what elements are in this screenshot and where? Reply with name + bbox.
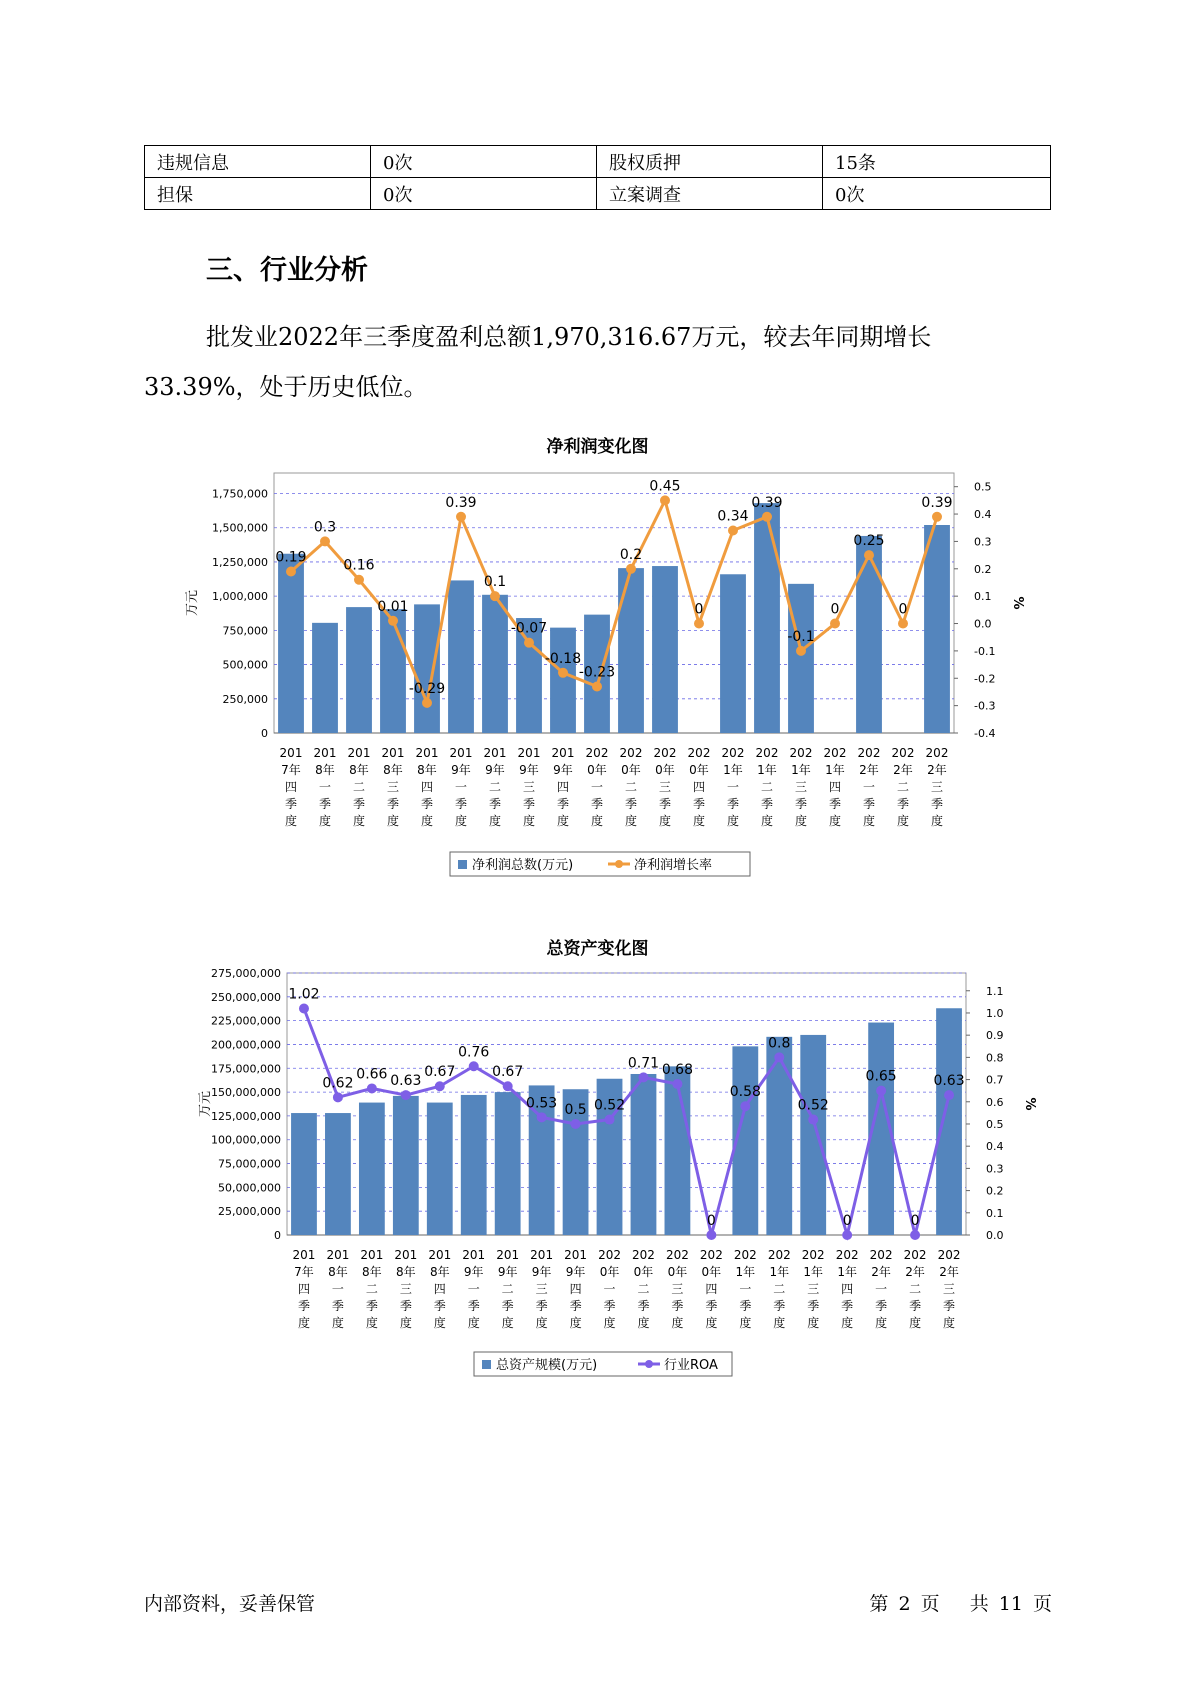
y2-tick-label: 0.9 xyxy=(986,1029,1004,1043)
data-label: 0.66 xyxy=(356,1066,388,1083)
bar xyxy=(631,1074,657,1235)
x-tick-label: 202 2年三季度 xyxy=(937,1248,961,1330)
line-point xyxy=(694,619,704,629)
y2-tick-label: 0.7 xyxy=(986,1073,1004,1087)
x-tick-label: 202 1年二季度 xyxy=(755,746,779,828)
line-point xyxy=(571,1119,581,1129)
bar xyxy=(448,580,474,733)
line-point xyxy=(469,1061,479,1071)
bar xyxy=(618,568,644,733)
x-tick-label: 202 0年三季度 xyxy=(665,1248,689,1330)
y2-tick-label: 0.2 xyxy=(986,1184,1004,1198)
y2-tick-label: 0.1 xyxy=(974,590,992,604)
data-label: 0 xyxy=(694,601,704,618)
y-axis-label: 万元 xyxy=(198,1090,213,1118)
y2-tick-label: 0.8 xyxy=(986,1051,1004,1065)
y2-tick-label: 0.5 xyxy=(986,1117,1004,1131)
line-point xyxy=(333,1092,343,1102)
total-num: 11 xyxy=(998,1593,1023,1615)
line-point xyxy=(299,1004,309,1014)
data-label: -0.07 xyxy=(510,620,548,637)
chart-title: 总资产变化图 xyxy=(546,939,649,959)
bar xyxy=(788,584,814,733)
legend-bar-swatch xyxy=(458,860,467,869)
y2-tick-label: -0.4 xyxy=(974,727,996,740)
data-label: 0 xyxy=(842,1213,852,1229)
chart-title: 净利润变化图 xyxy=(546,437,649,457)
y-tick-label: 200,000,000 xyxy=(211,1038,281,1052)
y-axis-label: 万元 xyxy=(185,589,200,617)
table-row xyxy=(145,178,1051,210)
line-point xyxy=(320,536,330,546)
data-label: 0.5 xyxy=(564,1101,587,1118)
table-cell: 立案调查 xyxy=(597,178,823,210)
x-tick-label: 201 7年四季度 xyxy=(292,1248,316,1330)
bar xyxy=(291,1113,317,1235)
net-profit-chart-svg xyxy=(144,428,1051,878)
x-tick-label: 201 8年二季度 xyxy=(347,746,371,828)
table-cell: 违规信息 xyxy=(145,146,371,178)
y-tick-label: 150,000,000 xyxy=(211,1086,281,1100)
y2-tick-label: 0.6 xyxy=(986,1095,1004,1109)
data-label: -0.23 xyxy=(578,664,616,681)
line-point xyxy=(728,525,738,535)
bar xyxy=(380,609,406,733)
data-label: 0.34 xyxy=(717,508,749,525)
bar xyxy=(495,1092,521,1235)
data-label: 0.63 xyxy=(933,1073,965,1090)
y2-tick-label: 1.0 xyxy=(986,1006,1004,1020)
legend-bar-label: 净利润总数(万元) xyxy=(472,858,574,873)
line-point xyxy=(774,1052,784,1062)
y-tick-label: 750,000 xyxy=(222,624,268,638)
table-cell: 担保 xyxy=(145,178,371,210)
y2-tick-label: 0.4 xyxy=(986,1140,1004,1154)
x-tick-label: 202 1年一季度 xyxy=(721,746,745,828)
data-label: 0.67 xyxy=(424,1064,456,1081)
analysis-paragraph: 批发业2022年三季度盈利总额1,970,316.67万元，较去年同期增长33.39%，处于历史低位。 xyxy=(144,323,932,401)
x-tick-label: 202 1年一季度 xyxy=(733,1248,757,1330)
x-tick-label: 202 0年四季度 xyxy=(699,1248,723,1330)
bar xyxy=(800,1035,826,1235)
data-label: 0.19 xyxy=(275,549,307,566)
data-label: 0.68 xyxy=(661,1062,694,1079)
bar xyxy=(325,1113,351,1235)
y-tick-label: 25,000,000 xyxy=(218,1205,281,1219)
line-point xyxy=(537,1112,547,1122)
bar xyxy=(393,1096,419,1235)
y2-tick-label: 0.3 xyxy=(974,535,992,549)
total-prefix: 共 xyxy=(969,1593,989,1615)
line-point xyxy=(524,638,534,648)
x-tick-label: 202 2年一季度 xyxy=(857,746,881,828)
y-tick-label: 50,000,000 xyxy=(218,1181,281,1195)
y-tick-label: 275,000,000 xyxy=(211,967,281,980)
x-tick-label: 201 8年一季度 xyxy=(326,1248,350,1330)
y-tick-label: 1,750,000 xyxy=(212,487,268,501)
line-point xyxy=(503,1081,513,1091)
y2-tick-label: 0.4 xyxy=(974,508,992,522)
legend-line-dot xyxy=(645,1360,653,1368)
table-cell: 0次 xyxy=(823,178,1051,210)
data-label: -0.1 xyxy=(787,628,815,645)
x-tick-label: 202 0年一季度 xyxy=(598,1248,621,1330)
line-point xyxy=(762,512,772,522)
y-tick-label: 75,000,000 xyxy=(218,1157,281,1171)
legend-line-dot xyxy=(615,860,623,868)
data-label: 0.39 xyxy=(921,494,953,511)
y-tick-label: 250,000 xyxy=(222,692,268,706)
line-point xyxy=(864,550,874,560)
plot-area xyxy=(287,973,966,1235)
x-tick-label: 201 8年二季度 xyxy=(360,1248,384,1330)
line-point xyxy=(740,1101,750,1111)
plot-area xyxy=(274,473,954,733)
y-tick-label: 0 xyxy=(261,727,268,740)
data-label: 0.01 xyxy=(377,598,409,615)
x-tick-label: 201 7年四季度 xyxy=(279,746,303,828)
y2-tick-label: 0.0 xyxy=(986,1229,1004,1242)
line-point xyxy=(286,567,296,577)
data-label: 0.53 xyxy=(526,1095,558,1112)
y2-tick-label: 0.5 xyxy=(974,480,992,494)
data-label: 0.52 xyxy=(593,1097,626,1114)
line-point xyxy=(422,698,432,708)
data-label: 0.39 xyxy=(751,494,783,511)
x-tick-label: 202 2年三季度 xyxy=(925,746,949,828)
y2-tick-label: 0.1 xyxy=(986,1206,1004,1220)
data-label: 0 xyxy=(706,1213,716,1229)
bar xyxy=(278,554,304,733)
line-point xyxy=(388,616,398,626)
bar xyxy=(720,574,746,733)
footer-confidential: 内部资料，妥善保管 xyxy=(144,1593,316,1615)
line-point xyxy=(401,1090,411,1100)
bar xyxy=(414,604,440,733)
page-num: 2 xyxy=(898,1593,911,1615)
y-tick-label: 500,000 xyxy=(222,658,268,672)
y2-tick-label: 1.1 xyxy=(986,984,1004,998)
total-assets-chart xyxy=(144,930,1051,1380)
line-point xyxy=(435,1081,445,1091)
data-label: 0.76 xyxy=(458,1044,490,1061)
data-label: 0.58 xyxy=(729,1084,761,1101)
x-tick-label: 202 0年一季度 xyxy=(585,746,609,828)
x-tick-label: 201 8年四季度 xyxy=(415,746,439,828)
line-point xyxy=(932,512,942,522)
x-tick-label: 201 8年四季度 xyxy=(428,1248,452,1330)
page-prefix: 第 xyxy=(869,1593,889,1615)
data-label: 0 xyxy=(830,601,840,618)
bar xyxy=(924,525,950,733)
line-point xyxy=(638,1072,648,1082)
table-cell: 0次 xyxy=(371,178,597,210)
y-tick-label: 225,000,000 xyxy=(211,1014,281,1028)
data-label: 0.39 xyxy=(445,494,477,511)
y2-axis-label: % xyxy=(1022,1097,1037,1111)
total-unit: 页 xyxy=(1032,1593,1052,1615)
data-label: 0.45 xyxy=(649,478,681,495)
x-tick-label: 202 0年二季度 xyxy=(632,1248,655,1330)
data-label: 0.8 xyxy=(768,1035,791,1052)
line-point xyxy=(706,1230,716,1240)
line-point xyxy=(490,591,500,601)
y-tick-label: 175,000,000 xyxy=(211,1062,281,1076)
y2-tick-label: -0.2 xyxy=(974,672,996,686)
y2-tick-label: 0.3 xyxy=(986,1162,1004,1176)
line-point xyxy=(626,564,636,574)
data-label: -0.18 xyxy=(544,650,582,667)
table-cell: 0次 xyxy=(371,146,597,178)
x-tick-label: 201 9年一季度 xyxy=(449,746,473,828)
legend-bar-label: 总资产规模(万元) xyxy=(496,1358,598,1373)
line-point xyxy=(842,1230,852,1240)
section-title: 三、行业分析 xyxy=(206,255,368,286)
bar xyxy=(427,1103,453,1235)
line-point xyxy=(910,1230,920,1240)
line-point xyxy=(796,646,806,656)
line-point xyxy=(605,1115,615,1125)
legend-bar-swatch xyxy=(482,1360,491,1369)
x-tick-label: 201 9年三季度 xyxy=(530,1248,554,1330)
data-label: 0.1 xyxy=(483,574,507,591)
table-cell: 15条 xyxy=(823,146,1051,178)
x-tick-label: 202 0年二季度 xyxy=(619,746,643,828)
page-unit: 页 xyxy=(920,1593,940,1615)
line-point xyxy=(456,512,466,522)
data-label: 0.63 xyxy=(390,1073,422,1090)
data-label: 0.52 xyxy=(797,1097,829,1114)
data-label: 0.67 xyxy=(492,1064,524,1081)
total-assets-chart-svg xyxy=(144,930,1051,1380)
bar xyxy=(482,595,508,733)
x-tick-label: 201 8年三季度 xyxy=(381,746,405,828)
x-tick-label: 202 1年四季度 xyxy=(823,746,847,828)
page-number xyxy=(865,1589,1052,1616)
x-tick-label: 202 1年三季度 xyxy=(789,746,813,828)
data-label: 0 xyxy=(910,1213,920,1229)
bar xyxy=(652,566,678,733)
x-tick-label: 202 1年二季度 xyxy=(767,1248,791,1330)
y-tick-label: 125,000,000 xyxy=(211,1109,281,1123)
x-tick-label: 201 9年四季度 xyxy=(564,1248,588,1330)
bar xyxy=(461,1095,487,1235)
y2-tick-label: 0.0 xyxy=(974,617,992,631)
x-tick-label: 201 9年三季度 xyxy=(517,746,541,828)
legend-line-label: 行业ROA xyxy=(664,1358,718,1373)
line-point xyxy=(830,619,840,629)
y2-tick-label: -0.3 xyxy=(974,699,996,713)
legend xyxy=(450,852,750,876)
y2-axis-label: % xyxy=(1010,596,1025,610)
y-tick-label: 100,000,000 xyxy=(211,1133,281,1147)
y-tick-label: 1,500,000 xyxy=(212,521,268,535)
bar xyxy=(312,623,338,733)
x-tick-label: 201 9年一季度 xyxy=(462,1248,486,1330)
data-label: 0.16 xyxy=(343,557,375,574)
data-label: 0.65 xyxy=(865,1068,897,1085)
x-tick-label: 202 0年三季度 xyxy=(653,746,677,828)
data-label: 0.71 xyxy=(627,1055,660,1072)
bar xyxy=(754,503,780,733)
line-point xyxy=(876,1086,886,1096)
bar xyxy=(936,1008,962,1235)
data-label: 1.02 xyxy=(288,986,320,1003)
data-label: 0 xyxy=(898,601,908,618)
bar xyxy=(550,628,576,733)
bar xyxy=(766,1037,792,1235)
line-point xyxy=(672,1079,682,1089)
net-profit-chart xyxy=(144,428,1051,878)
table-cell: 股权质押 xyxy=(597,146,823,178)
y-tick-label: 250,000,000 xyxy=(211,990,281,1004)
legend-line-label: 净利润增长率 xyxy=(634,858,713,873)
bar xyxy=(359,1103,385,1235)
data-label: -0.29 xyxy=(408,680,446,697)
y2-tick-label: -0.1 xyxy=(974,644,996,658)
x-tick-label: 201 8年三季度 xyxy=(394,1248,418,1330)
y2-tick-label: 0.2 xyxy=(974,562,992,576)
x-tick-label: 202 1年三季度 xyxy=(801,1248,825,1330)
x-tick-label: 202 2年二季度 xyxy=(903,1248,927,1330)
risk-info-table xyxy=(144,145,1051,210)
x-tick-label: 202 1年四季度 xyxy=(835,1248,859,1330)
x-tick-label: 202 2年二季度 xyxy=(891,746,915,828)
y-tick-label: 0 xyxy=(274,1229,281,1242)
x-tick-label: 201 8年一季度 xyxy=(313,746,337,828)
line-point xyxy=(660,495,670,505)
bar xyxy=(665,1066,691,1235)
line-point xyxy=(592,681,602,691)
y-tick-label: 1,000,000 xyxy=(212,590,268,604)
bar xyxy=(856,536,882,733)
data-label: 0.3 xyxy=(313,519,337,536)
x-tick-label: 201 9年二季度 xyxy=(483,746,507,828)
data-label: 0.25 xyxy=(853,533,885,550)
line-point xyxy=(354,575,364,585)
data-label: 0.2 xyxy=(619,546,643,563)
x-tick-label: 201 9年二季度 xyxy=(496,1248,520,1330)
y-tick-label: 1,250,000 xyxy=(212,555,268,569)
x-tick-label: 202 0年四季度 xyxy=(687,746,711,828)
line-point xyxy=(944,1090,954,1100)
bar xyxy=(346,607,372,733)
legend xyxy=(474,1352,732,1376)
line-point xyxy=(808,1115,818,1125)
x-tick-label: 201 9年四季度 xyxy=(551,746,575,828)
line-point xyxy=(898,619,908,629)
data-label: 0.62 xyxy=(322,1075,354,1092)
x-tick-label: 202 2年一季度 xyxy=(869,1248,893,1330)
line-point xyxy=(367,1083,377,1093)
line-point xyxy=(558,668,568,678)
table-row xyxy=(145,146,1051,178)
